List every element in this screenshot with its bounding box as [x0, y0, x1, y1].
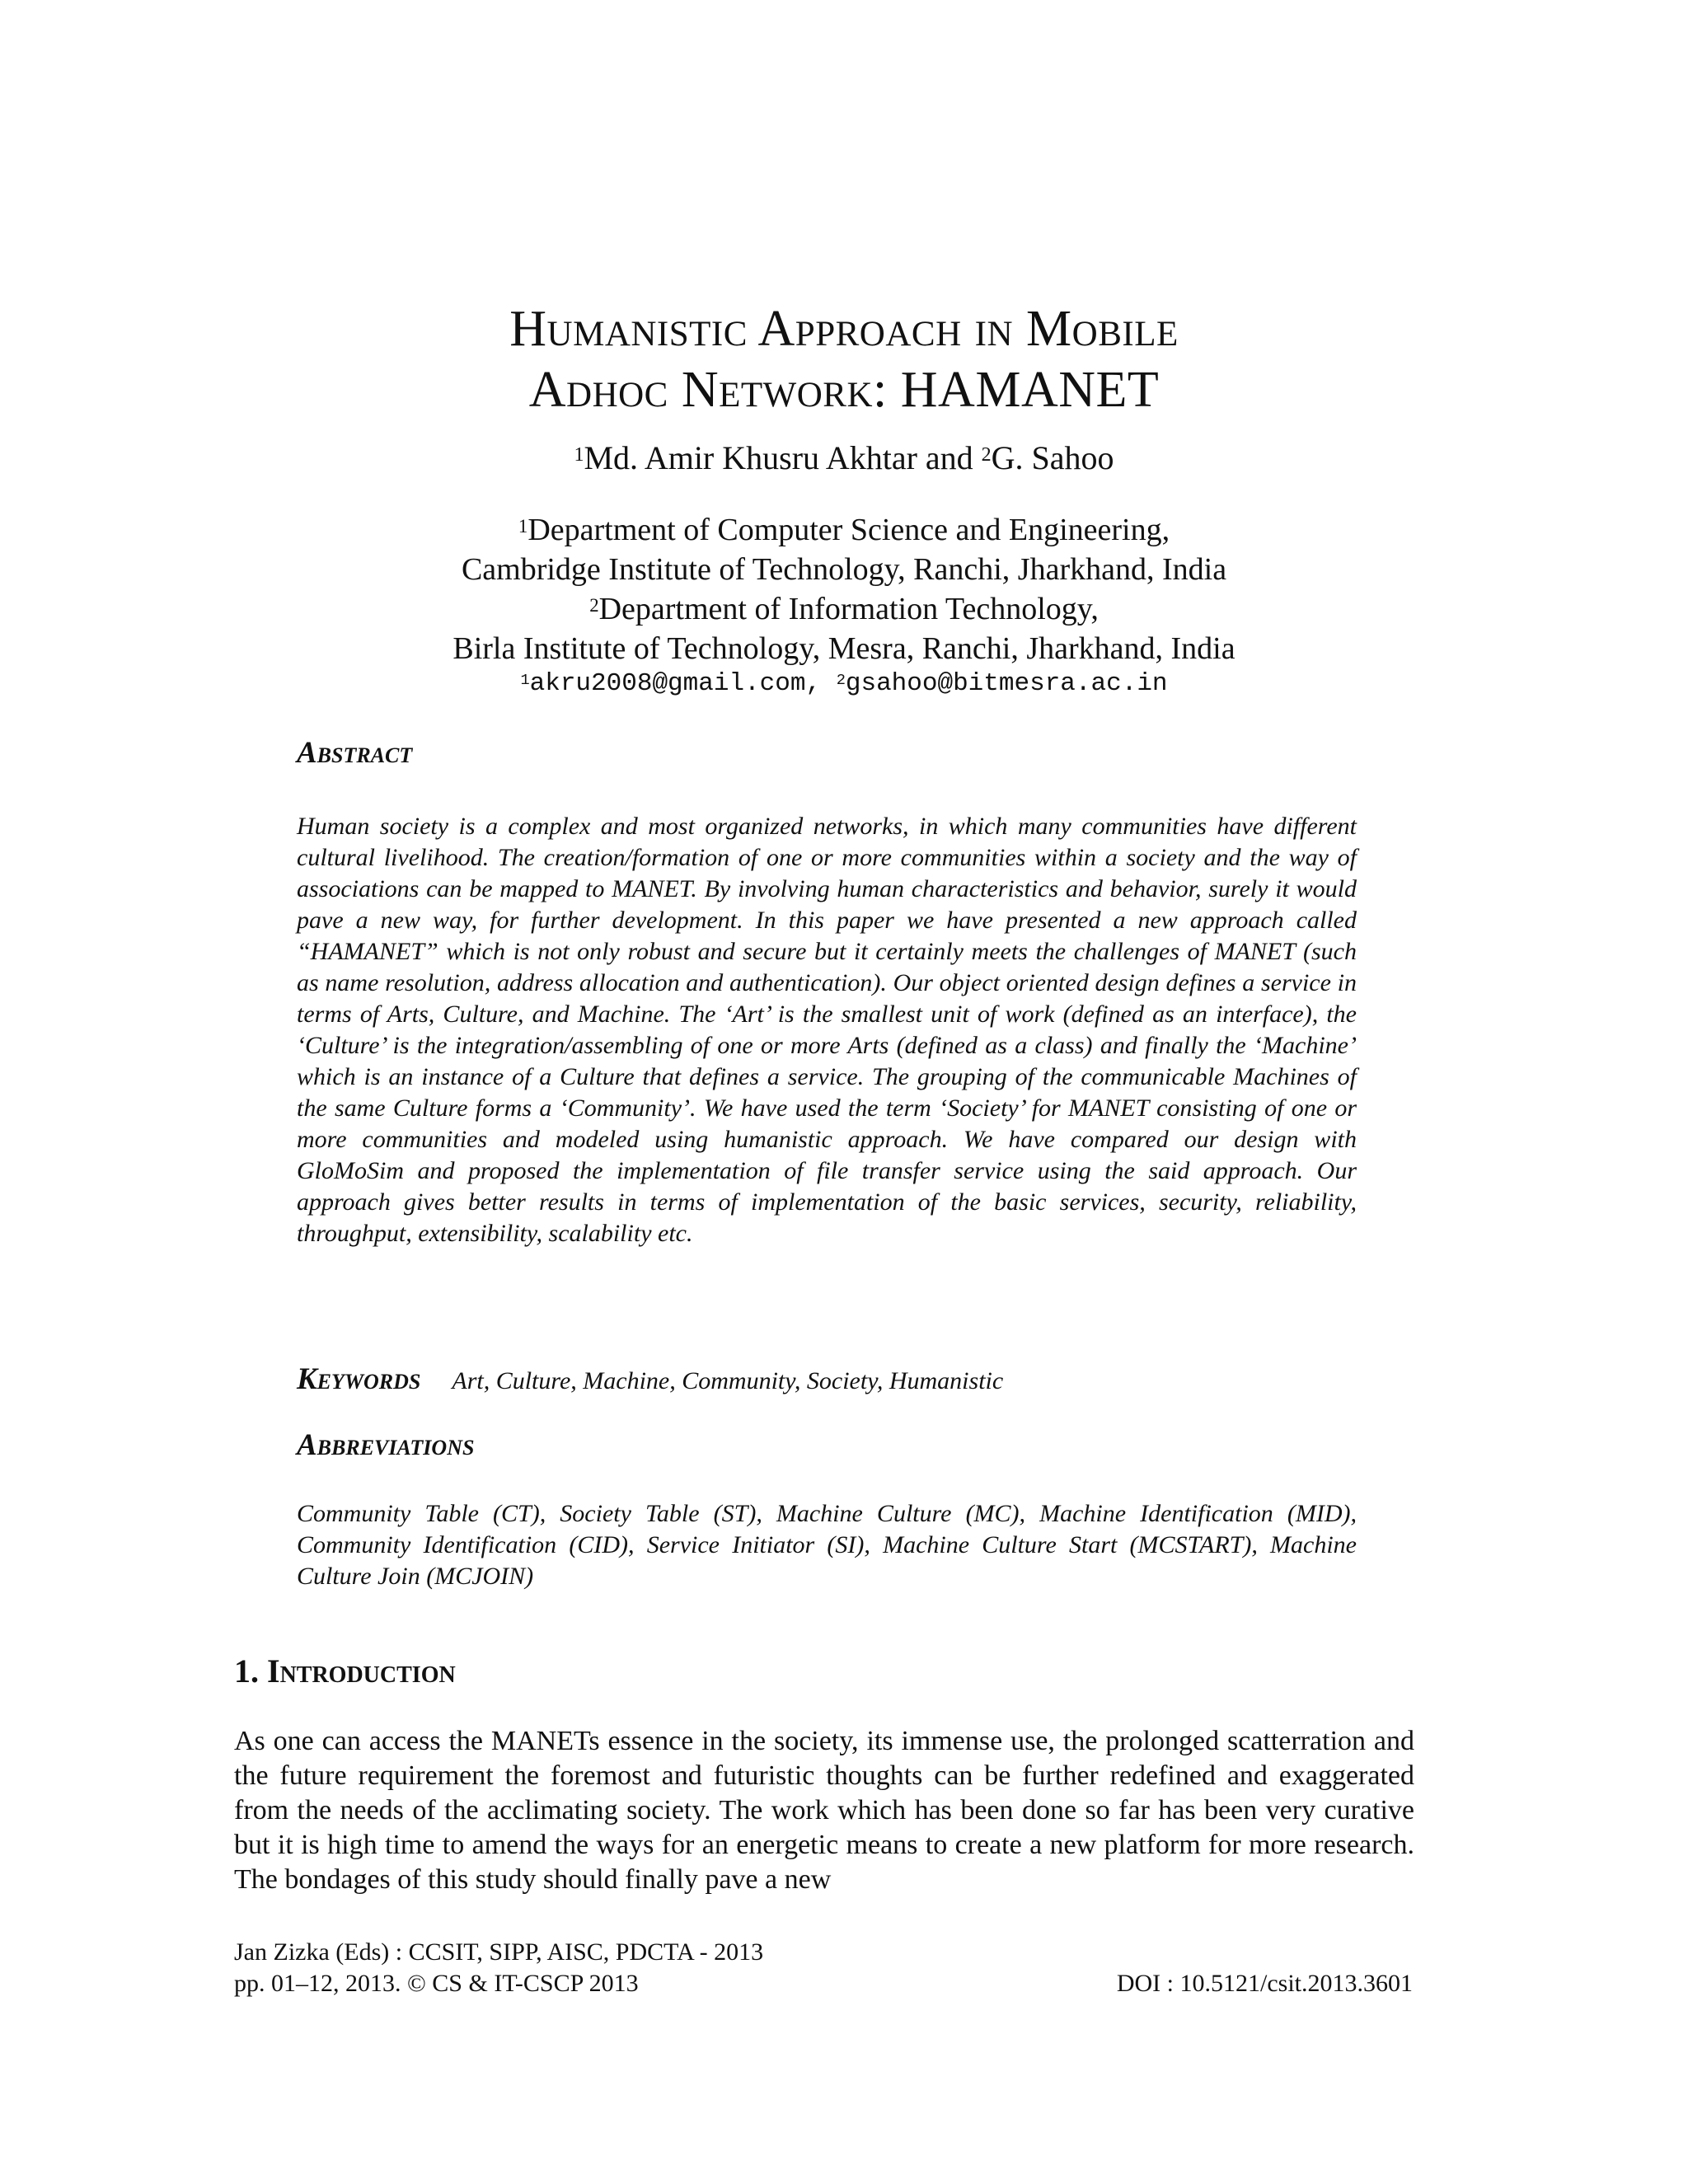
- affiliation1-line2: Cambridge Institute of Technology, Ranchi, Jharkhand, India: [461, 552, 1227, 587]
- author1-superscript: 1: [574, 444, 584, 466]
- footer-pages: pp. 01–12, 2013. © CS & IT-CSCP 2013: [234, 1970, 639, 1997]
- author-emails: [0, 668, 1688, 701]
- keywords-heading: Keywords: [297, 1362, 421, 1396]
- author-list: [0, 438, 1688, 478]
- abstract-body: Human society is a complex and most organized networks, in which many communities have different cultural livelihood. The creation/formation of one or more communities within a society and the way of associations can be mapped to MANET. By involving human characteristics and behavior, surely it would pave a new way, for further development. In this paper we have presented a new approach called “HAMANET” which is not only robust and secure but it certainly meets the challenges of MANET (such as name resolution, address allocation and authentication). Our object oriented design defines a service in terms of Arts, Culture, and Machine. The ‘Art’ is the smallest unit of work (defined as an interface), the ‘Culture’ is the integration/assembling of one or more Arts (defined as a class) and finally the ‘Machine’ which is an instance of a Culture that defines a service. The grouping of the communicable Machines of the same Culture forms a ‘Community’. We have used the term ‘Society’ for MANET consisting of one or more communities and modeled using humanistic approach. We have compared our design with GloMoSim and proposed the implementation of file transfer service using the said approach. Our approach gives better results in terms of implementation of the basic services, security, reliability, throughput, extensibility, scalability etc.: [297, 813, 1357, 1247]
- email1: akru2008@gmail.com,: [529, 669, 837, 698]
- introduction-body: As one can access the MANETs essence in the society, its immense use, the prolonged scatterration and the future requirement the foremost and futuristic thoughts can be further redefined and exaggerated from the needs of the acclimating society. The work which has been done so far has been very curative but it is high time to amend the ways for an energetic means to create a new platform for more research. The bondages of this study should finally pave a new: [234, 1726, 1414, 1895]
- author1-name: Md. Amir Khusru Akhtar and: [584, 439, 982, 476]
- introduction-heading: 1. Introduction: [234, 1652, 456, 1690]
- affiliation2-superscript: 2: [589, 595, 599, 616]
- affiliation1-line1: [0, 511, 1688, 549]
- abbreviations-heading: Abbreviations: [297, 1428, 475, 1462]
- footer-doi: DOI : 10.5121/csit.2013.3601: [1116, 1970, 1413, 1997]
- email2: gsahoo@bitmesra.ac.in: [845, 669, 1168, 698]
- paper-title-line1: Humanistic Approach in Mobile: [509, 301, 1179, 357]
- paper-title-line2: Adhoc Network: HAMANET: [528, 362, 1160, 418]
- keywords-list: Art, Culture, Machine, Community, Society, Humanistic: [452, 1367, 1004, 1394]
- abstract-heading: Abstract: [297, 736, 413, 770]
- email1-superscript: 1: [520, 672, 530, 689]
- affiliation1-superscript: 1: [518, 516, 528, 537]
- keywords-line: [297, 1361, 1003, 1397]
- footer-citation: [234, 1937, 763, 1999]
- affiliation2-line1: [0, 590, 1688, 628]
- footer-editors: Jan Zizka (Eds) : CCSIT, SIPP, AISC, PDCTA - 2013: [234, 1938, 764, 1966]
- author2-name: G. Sahoo: [991, 439, 1114, 476]
- abbreviations-body: Community Table (CT), Society Table (ST), Machine Culture (MC), Machine Identification (MID), Community Identification (CID), Service Initiator (SI), Machine Culture Start (MCSTART), Machine Culture Join (MCJOIN): [297, 1500, 1357, 1590]
- affiliation2-line2: Birla Institute of Technology, Mesra, Ranchi, Jharkhand, India: [452, 631, 1236, 666]
- email2-superscript: 2: [836, 672, 846, 689]
- author2-superscript: 2: [981, 444, 992, 466]
- affiliation1-department: Department of Computer Science and Engineering,: [528, 513, 1170, 547]
- affiliation2-department: Department of Information Technology,: [598, 592, 1099, 626]
